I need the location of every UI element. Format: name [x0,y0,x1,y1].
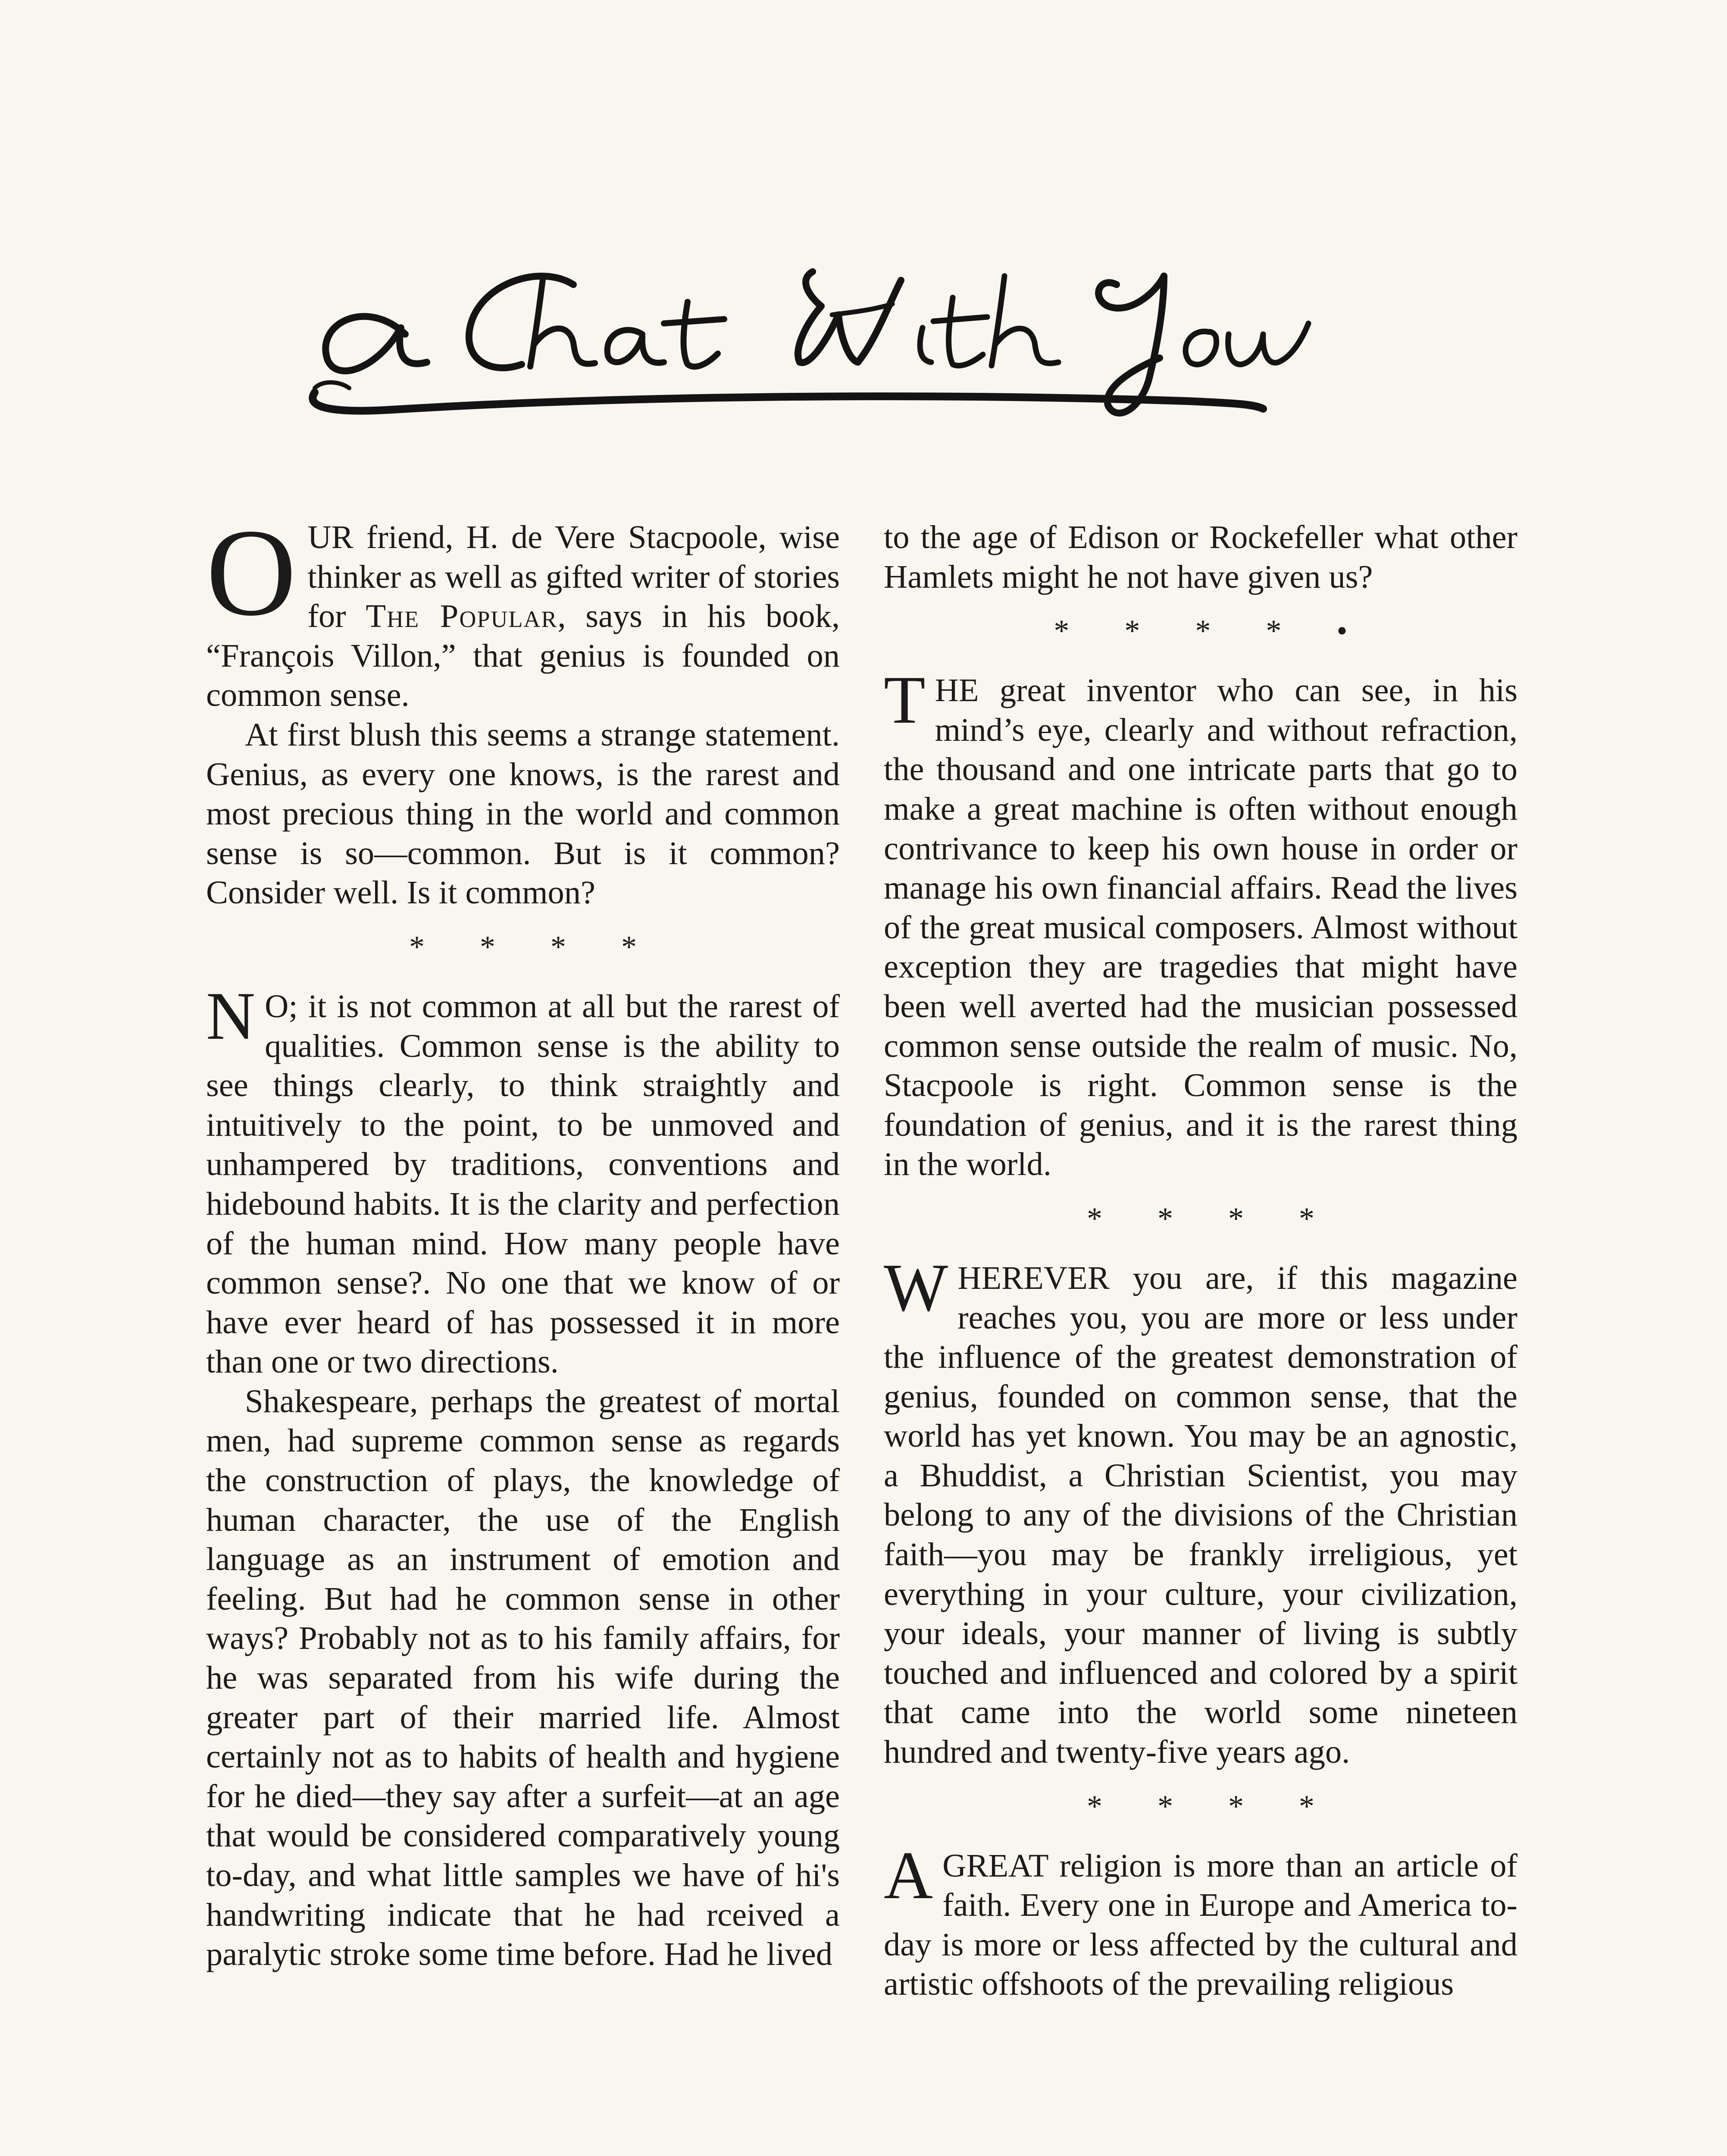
paragraph-religion [884,1837,1517,2004]
paragraph-wherever [884,1250,1517,1772]
drop-cap: N [206,978,256,1054]
drop-cap: A [884,1837,933,1913]
left-column [206,503,840,2156]
right-column [884,517,1517,2156]
intro-paragraph [206,503,840,715]
paragraph-continued: to the age of Edison or Rockefeller what other Hamlets might he not have given us? [884,519,1517,595]
paragraph-religion-text: GREAT religion is more than an article of faith. Every one in Europe and America to-day is more or less affected by the cultural and artistic offshoots of the prevailing religious [884,1847,1517,2002]
handwritten-title-logo [297,259,1401,440]
drop-cap: T [884,662,926,738]
section-separator: * * * * [409,929,637,964]
drop-cap: W [884,1250,948,1326]
paragraph-not-common [206,978,840,1382]
magazine-name: The Popular [366,598,558,635]
page-title-script [297,259,1401,440]
section-separator: * * * * [1087,1201,1314,1236]
paragraph-not-common-text: O; it is not common at all but the rarest of qualities. Common sense is the ability to see things clearly, to think straightly and intuitively to the point, to be unmoved and unhampered by traditions, conventions and hidebound habits. It is the clarity and perfection of the human mind. How many people have common sense?. No one that we know of or have ever heard of has possessed it in more than one or two directions. [206,987,840,1380]
paragraph-inventor [884,662,1517,1184]
paragraph-shakespeare: Shakespeare, perhaps the greatest of mortal men, had supreme common sense as regards the construction of plays, the knowledge of human character, the use of the English language as an instrument of emotion and feeling. But had he common sense in other ways? Probably not as to his family affairs, for he was separated from his wife during the greater part of their married life. Almost certainly not as to habits of health and hygiene for he died—they say after a surfeit—at an age that would be considered comparatively young to-day, and what little samples we have of hi's handwriting indicate that he had rceived a paralytic stroke some time before. Had he lived [206,1382,840,1973]
drop-cap: O [206,503,297,642]
intro-lead-text: UR friend, H. de Vere Stacpoole, wise thinker as well as gifted writer of stories for [307,519,840,635]
paragraph-inventor-text: HE great inventor who can see, in his mind’s eye, clearly and without refraction, the thousand and one intricate parts that go to make a great machine is often without enough contrivance to keep his own house in order or manage his own financial affairs. Read the lives of the great musical composers. Almost without exception they are tragedies that might have been well averted had the musician possessed common sense outside the realm of music. No, Stacpoole is right. Common sense is the foundation of genius, and it is the rarest thing in the world. [884,672,1517,1183]
section-separator: * * * * • [1054,614,1348,649]
paragraph-first-blush: At first blush this seems a strange statement. Genius, as every one knows, is the rarest and most precious thing in the world and common sense is so—common. But is it common? Consider well. Is it common? [206,716,840,911]
intro-tail-text: , says in his book, “François Villon,” that genius is founded on common sense. [206,598,840,714]
paragraph-wherever-text: HEREVER you are, if this magazine reaches you, you are more or less under the influence of the greatest demonstration of genius, founded on common sense, that the world has yet known. You may be an agnostic, a Bhuddist, a Christian Scientist, you may belong to any of the divisions of the Christian faith—you may be frankly irreligious, yet everything in your culture, your civilization, your ideals, your manner of living is subtly touched and influenced and colored by a spirit that came into the world some nineteen hundred and twenty-five years ago. [884,1259,1517,1771]
section-separator: * * * * [1087,1789,1314,1824]
